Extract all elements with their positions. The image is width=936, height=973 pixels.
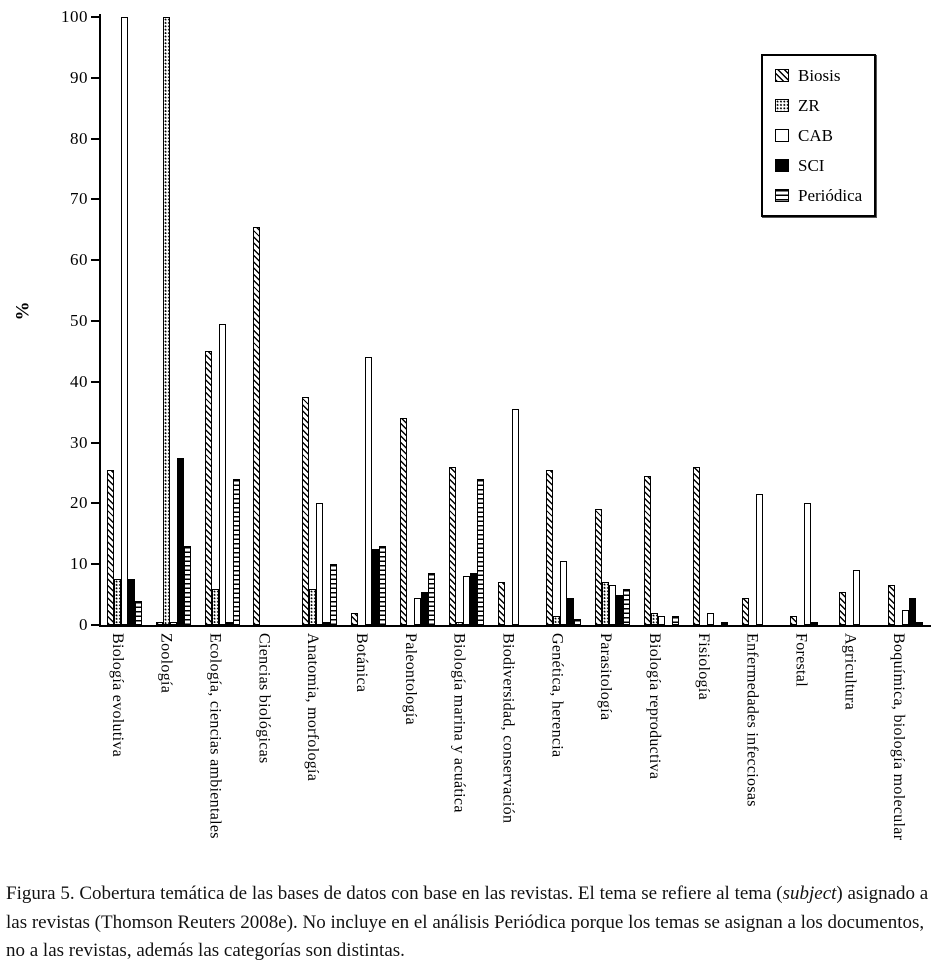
legend-item-biosis [775, 67, 862, 84]
bar-cab [365, 357, 372, 625]
bar-biosis [253, 227, 260, 625]
bar-biosis [205, 351, 212, 625]
bar-zr [114, 579, 121, 625]
bar-zr [309, 589, 316, 625]
bar-cab [463, 576, 470, 625]
x-category-label: Ecología, ciencias ambientales [206, 633, 224, 839]
y-tick-mark [91, 624, 100, 626]
bar-periódica [721, 622, 728, 625]
bar-periódica [916, 622, 923, 625]
y-tick-label: 70 [70, 189, 88, 209]
bar-cab [512, 409, 519, 625]
legend-swatch-icon [775, 129, 789, 142]
legend-swatch-icon [775, 69, 789, 82]
bar-biosis [790, 616, 797, 625]
y-tick-mark [91, 198, 100, 200]
y-tick-mark [91, 442, 100, 444]
y-tick-mark [91, 381, 100, 383]
bar-periódica [379, 546, 386, 625]
x-category-label: Zoología [157, 633, 175, 694]
figure-caption [6, 880, 930, 966]
bar-periódica [477, 479, 484, 625]
bar-sci [323, 622, 330, 625]
caption-text-2: ) asignado a las revistas (Thomson Reuters 2008e). No incluye en el análisis Periódica porque los temas se asignan a los documentos, no a las revistas, además las categorías son distintas. [6, 883, 929, 961]
y-tick-label: 100 [61, 7, 88, 26]
legend-label: SCI [798, 156, 825, 175]
x-category-label: Botánica [353, 633, 371, 693]
x-category-label: Enfermedades infecciosas [743, 633, 761, 807]
y-tick-label: 90 [70, 67, 88, 87]
y-tick-mark [91, 563, 100, 565]
y-tick-label: 20 [70, 493, 88, 513]
bar-sci [226, 622, 233, 625]
y-tick-mark [91, 502, 100, 504]
caption-text-1: Figura 5. Cobertura temática de las bases de datos con base en las revistas. El tema se refiere al tema ( [6, 883, 783, 904]
bar-cab [170, 622, 177, 625]
y-tick-mark [91, 320, 100, 322]
bar-cab [121, 17, 128, 625]
legend-item-sci [775, 157, 862, 174]
legend-swatch-icon [775, 99, 789, 112]
caption-italic-word: subject [782, 883, 837, 904]
bar-cab [219, 324, 226, 625]
bar-periódica [330, 564, 337, 625]
bar-biosis [595, 509, 602, 625]
legend-item-cab [775, 127, 862, 144]
bar-sci [567, 598, 574, 625]
bar-zr [212, 589, 219, 625]
bar-biosis [156, 622, 163, 625]
bar-biosis [107, 470, 114, 625]
y-tick-label: 50 [70, 311, 88, 330]
legend [761, 54, 876, 217]
bar-sci [372, 549, 379, 625]
bar-biosis [449, 467, 456, 625]
bar-biosis [693, 467, 700, 625]
bar-biosis [498, 582, 505, 625]
legend-label: ZR [798, 96, 820, 115]
legend-item-periódica [775, 187, 862, 204]
bar-biosis [400, 418, 407, 625]
x-category-label: Agricultura [841, 633, 859, 711]
bar-biosis [839, 592, 846, 625]
bar-biosis [888, 585, 895, 625]
bar-periódica [233, 479, 240, 625]
bar-cab [316, 503, 323, 625]
bar-cab [804, 503, 811, 625]
x-category-label: Anatomia, morfología [304, 633, 322, 782]
x-axis-line [99, 625, 931, 627]
legend-label: Periódica [798, 186, 863, 205]
bar-periódica [135, 601, 142, 625]
bar-sci [470, 573, 477, 625]
bar-zr [456, 622, 463, 625]
bar-cab [756, 494, 763, 625]
bar-sci [421, 592, 428, 625]
bar-sci [811, 622, 818, 625]
y-tick-mark [91, 77, 100, 79]
bar-cab [853, 570, 860, 625]
legend-item-zr [775, 97, 862, 114]
y-tick-label: 40 [70, 371, 88, 391]
bar-zr [163, 17, 170, 625]
y-tick-label: 60 [70, 250, 88, 270]
legend-swatch-icon [775, 189, 789, 202]
bar-cab [707, 613, 714, 625]
bar-cab [414, 598, 421, 625]
bar-biosis [546, 470, 553, 625]
bar-sci [128, 579, 135, 625]
x-category-label: Parasitología [597, 633, 615, 721]
y-tick-label: 30 [70, 432, 88, 452]
bar-sci [616, 595, 623, 625]
x-category-label: Biodiversidad, conservación [499, 633, 517, 824]
y-tick-mark [91, 16, 100, 18]
bar-periódica [623, 589, 630, 625]
x-category-label: Genética, herencia [548, 633, 566, 758]
x-category-label: Paleontología [401, 633, 419, 725]
x-category-label: Forestal [792, 633, 810, 687]
bar-cab [560, 561, 567, 625]
bar-biosis [351, 613, 358, 625]
x-category-label: Fisiología [694, 633, 712, 701]
bar-zr [651, 613, 658, 625]
y-tick-mark [91, 138, 100, 140]
x-category-label: Ciencias biológicas [255, 633, 273, 764]
bar-biosis [644, 476, 651, 625]
x-category-label: Biología evolutiva [108, 633, 126, 758]
bar-periódica [672, 616, 679, 625]
x-category-label: Biología reproductiva [645, 633, 663, 780]
bar-cab [902, 610, 909, 625]
bar-sci [909, 598, 916, 625]
x-category-label: Boquímica, biología molecular [890, 633, 908, 841]
bar-biosis [302, 397, 309, 625]
legend-label: Biosis [798, 66, 841, 85]
bar-biosis [742, 598, 749, 625]
bar-periódica [428, 573, 435, 625]
bar-cab [658, 616, 665, 625]
bar-zr [553, 616, 560, 625]
bar-zr [602, 582, 609, 625]
bar-sci [177, 458, 184, 625]
y-tick-label: 80 [70, 128, 88, 148]
y-tick-label: 0 [79, 615, 88, 634]
bar-cab [609, 585, 616, 625]
legend-label: CAB [798, 126, 833, 145]
legend-swatch-icon [775, 159, 789, 172]
bar-periódica [574, 619, 581, 625]
x-category-label: Biología marina y acuática [450, 633, 468, 813]
bar-periódica [184, 546, 191, 625]
y-tick-label: 10 [70, 554, 88, 574]
y-axis-title: % [12, 301, 34, 321]
y-tick-mark [91, 259, 100, 261]
